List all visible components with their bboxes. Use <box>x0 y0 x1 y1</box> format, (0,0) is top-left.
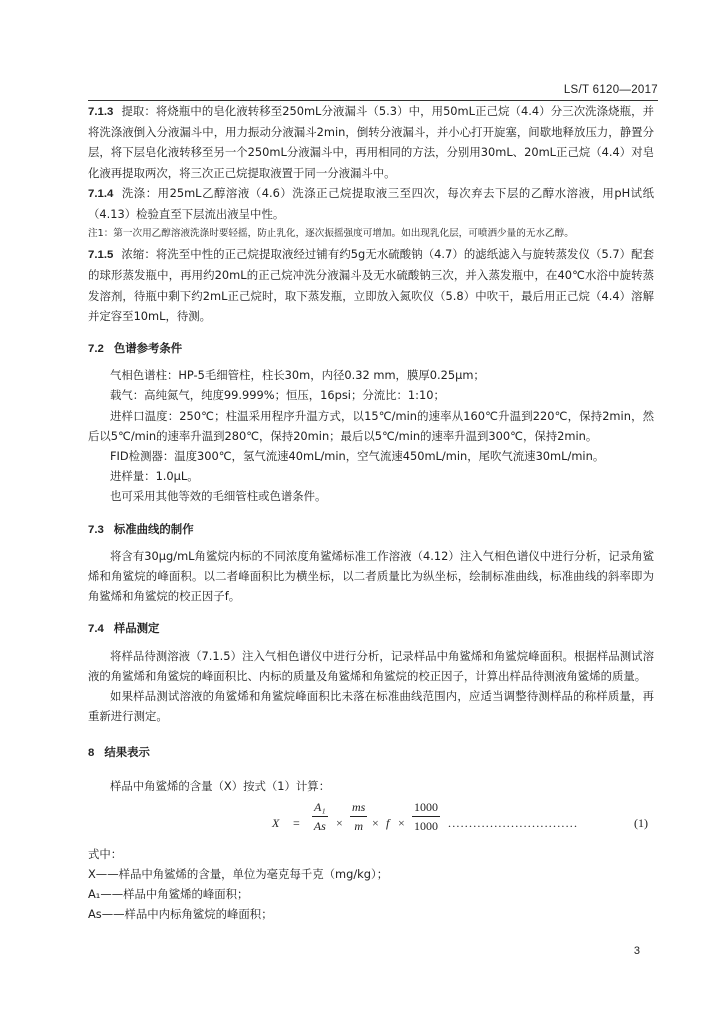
fraction-numerator: A₁ <box>312 798 328 817</box>
fraction-numerator: 1000 <box>412 798 440 817</box>
section-title: 色谱参考条件 <box>113 341 183 356</box>
formula-intro: 样品中角鲨烯的含量（X）按式（1）计算： <box>110 778 331 793</box>
fraction-unit-conversion <box>412 798 440 835</box>
page-number: 3 <box>633 945 640 957</box>
section-heading-7-3 <box>88 519 654 540</box>
fraction-mass-ratio <box>350 798 367 835</box>
condition-line: 气相色谱柱：HP-5毛细管柱，柱长30m，内径0.32 mm，膜厚0.25μm； <box>110 368 485 383</box>
times-operator: × <box>372 815 379 830</box>
condition-line: 载气：高纯氮气，纯度99.999%；恒压，16psi；分流比：1:10； <box>110 388 445 403</box>
standard-code: LS/T 6120—2017 <box>563 84 658 96</box>
fraction-denominator: As <box>313 818 326 833</box>
definition-item: As——样品中内标角鲨烷的峰面积； <box>88 906 273 921</box>
definition-item: A₁——样品中角鲨烯的峰面积； <box>88 886 249 901</box>
condition-line: 也可采用其他等效的毛细管柱或色谱条件。 <box>110 489 327 504</box>
clause-7-1-4 <box>88 183 654 224</box>
section-number: 7.3 <box>88 523 104 536</box>
document-body <box>88 101 654 924</box>
section-title: 结果表示 <box>104 745 150 760</box>
clause-7-1-5 <box>88 244 654 326</box>
clause-text: 洗涤：用25mL乙醇溶液（4.6）洗涤正己烷提取液三至四次，每次弃去下层的乙醇水溶液，用pH试纸（4.13）检验直至下层流出液呈中性。 <box>88 185 654 222</box>
correction-factor: f <box>386 815 390 830</box>
section-number: 7.2 <box>88 343 104 356</box>
section-heading-7-4 <box>88 618 654 639</box>
section-number: 7.4 <box>88 623 104 636</box>
formula-lhs: X <box>272 815 280 830</box>
condition-line: 进样口温度：250℃；柱温采用程序升温方式，以15℃/min的速率从160℃升温到220℃，保持2min，然后以5℃/min的速率升温到280℃，保持20min；最后以5℃/min的速率升温到300℃，保持2min。 <box>88 408 654 443</box>
section-paragraph: 将含有30μg/mL角鲨烷内标的不同浓度角鲨烯标准工作溶液（4.12）注入气相色谱仪中进行分析，记录角鲨烯和角鲨烷的峰面积。以二者峰面积比为横坐标，以二者质量比为纵坐标，绘制标准曲线，标准曲线的斜率即为角鲨烯和角鲨烷的校正因子f。 <box>88 548 654 604</box>
fraction-numerator: ms <box>350 798 367 817</box>
note-1: 注1：第一次用乙醇溶液洗涤时要轻摇，防止乳化，逐次振摇强度可增加。如出现乳化层，可喷洒少量的无水乙醇。 <box>88 228 574 240</box>
definition-item: X——样品中角鲨烯的含量，单位为毫克每千克（mg/kg）； <box>88 866 389 881</box>
times-operator: × <box>398 815 405 830</box>
formula-equals: = <box>293 815 300 830</box>
section-title: 样品测定 <box>113 621 160 636</box>
condition-line: FID检测器：温度300℃，氢气流速40mL/min，空气流速450mL/min，尾吹气流速30mL/min。 <box>110 449 605 464</box>
fraction-denominator: m <box>354 818 363 833</box>
formula-number: (1) <box>634 815 648 830</box>
section-heading-7-2 <box>88 338 654 359</box>
clause-number: 7.1.4 <box>88 187 114 200</box>
section-paragraph: 将样品待测溶液（7.1.5）注入气相色谱仪中进行分析，记录样品中角鲨烯和角鲨烷峰面积。根据样品测试溶液的角鲨烯和角鲨烷的峰面积比、内标的质量及角鲨烯和角鲨烷的校正因子，计算出样品待测液角鲨烯的质量。 <box>88 648 654 683</box>
clause-text: 提取：将烧瓶中的皂化液转移至250mL分液漏斗（5.3）中，用50mL正己烷（4.4）分三次洗涤烧瓶，并将洗涤液倒入分液漏斗中，用力振动分液漏斗2min，倒转分液漏斗，并小心打开旋塞，间歇地释放压力，静置分层，将下层皂化液转移至另一个250mL分液漏斗中，再用相同的方法，分别用30mL、20mL正己烷（4.4）对皂化液再提取两次，将三次正己烷提取液置于同一分液漏斗中。 <box>88 104 654 180</box>
where-label: 式中： <box>88 846 123 861</box>
clause-number: 7.1.3 <box>88 106 114 118</box>
clause-text: 浓缩：将洗至中性的正己烷提取液经过铺有约5g无水硫酸钠（4.7）的滤纸滤入与旋转蒸发仪（5.7）配套的球形蒸发瓶中，再用约20mL的正己烷冲洗分液漏斗及无水硫酸钠三次，并入蒸发瓶中，在40℃水浴中旋转蒸发溶剂，待瓶中剩下约2mL正己烷时，取下蒸发瓶，立即放入氮吹仪（5.8）中吹干，最后用正己烷（4.4）溶解并定容至10mL，待测。 <box>88 247 654 323</box>
section-paragraph: 如果样品测试溶液的角鲨烯和角鲨烷峰面积比未落在标准曲线范围内，应适当调整待测样品的称样质量，再重新进行测定。 <box>88 689 654 724</box>
fraction-area-ratio <box>312 798 328 835</box>
formula-1 <box>88 798 654 844</box>
formula-leader-dots: ............................... <box>448 815 579 830</box>
section-title: 标准曲线的制作 <box>113 521 194 536</box>
condition-line: 进样量：1.0μL。 <box>110 469 199 484</box>
symbol-definitions <box>88 844 654 924</box>
section-heading-8 <box>88 742 654 763</box>
clause-number: 7.1.5 <box>88 249 114 262</box>
clause-7-1-3 <box>88 101 654 183</box>
fraction-denominator: 1000 <box>414 818 438 833</box>
times-operator: × <box>336 815 343 830</box>
section-number: 8 <box>88 747 95 760</box>
